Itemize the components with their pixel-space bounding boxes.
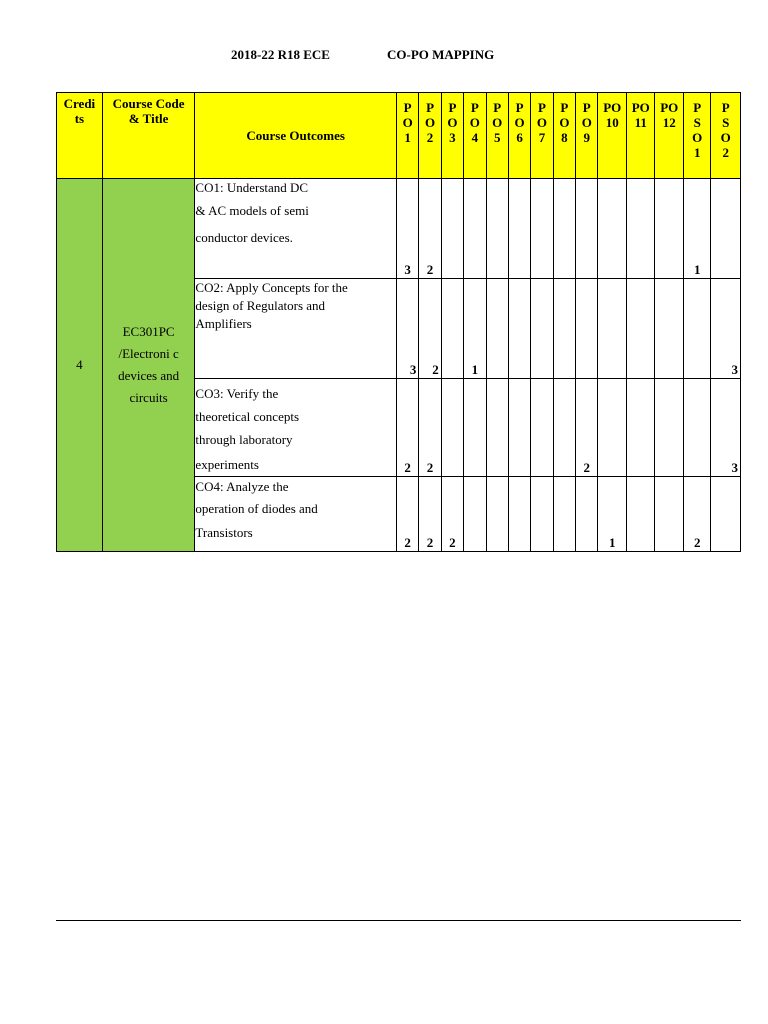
hdr-char: 10 (605, 115, 619, 130)
mapping-value-cell: 2 (419, 379, 441, 477)
hdr-char: P (693, 100, 702, 115)
co-line: Transistors (195, 525, 253, 540)
hdr-char: 1 (693, 145, 701, 160)
co-line: experiments (195, 457, 259, 472)
hdr-char: 6 (516, 130, 523, 145)
hdr-char: 5 (493, 130, 501, 145)
header-code-line: Course Code (112, 96, 185, 111)
hdr-char: O (559, 115, 570, 130)
mapping-value-cell (626, 477, 655, 552)
mapping-value-cell (683, 279, 710, 379)
hdr-char: O (469, 115, 480, 130)
mapping-value-cell (441, 279, 463, 379)
mapping-value-cell (441, 379, 463, 477)
header-po10 (598, 93, 627, 179)
co-po-mapping-table (56, 92, 741, 552)
header-po9 (576, 93, 598, 179)
mapping-value-cell: 2 (419, 179, 441, 279)
mapping-value-cell (598, 279, 627, 379)
header-po1 (396, 93, 418, 179)
hdr-char: PO (631, 100, 650, 115)
hdr-char: 2 (722, 145, 729, 160)
mapping-value-cell (486, 379, 508, 477)
mapping-value-cell (486, 279, 508, 379)
mapping-value-cell (508, 179, 530, 279)
header-po2 (419, 93, 441, 179)
co-line: & AC models of semi (195, 203, 309, 218)
course-outcome-cell (195, 477, 397, 552)
mapping-value-cell (576, 477, 598, 552)
co-line: CO3: Verify the (195, 386, 279, 401)
mapping-value-cell: 2 (419, 477, 441, 552)
hdr-char: O (692, 130, 703, 145)
mapping-value-cell: 2 (419, 279, 441, 379)
hdr-char: 12 (662, 115, 676, 130)
mapping-value-cell (531, 477, 553, 552)
mapping-value-cell: 2 (396, 379, 418, 477)
course-outcome-cell (195, 279, 397, 379)
hdr-char: P (403, 100, 412, 115)
mapping-value-cell (464, 379, 486, 477)
mapping-value-cell (531, 179, 553, 279)
table-row (57, 179, 741, 279)
hdr-char: O (402, 115, 413, 130)
header-credits (57, 93, 103, 179)
mapping-value-cell (655, 279, 684, 379)
co-line: CO2: Apply Concepts for the (195, 280, 348, 295)
course-outcome-cell (195, 379, 397, 477)
header-pso1 (683, 93, 710, 179)
mapping-value-cell (486, 477, 508, 552)
document-title-left: 2018-22 R18 ECE (231, 47, 330, 62)
header-po5 (486, 93, 508, 179)
co-line: conductor devices. (195, 230, 293, 245)
hdr-char: 8 (561, 130, 568, 145)
mapping-value-cell (626, 279, 655, 379)
hdr-char: O (492, 115, 503, 130)
hdr-char: S (722, 115, 730, 130)
mapping-value-cell: 2 (396, 477, 418, 552)
mapping-value-cell (508, 477, 530, 552)
mapping-value-cell: 3 (396, 179, 418, 279)
document-title-right: CO-PO MAPPING (387, 47, 495, 62)
header-po3 (441, 93, 463, 179)
header-course-code (102, 93, 195, 179)
mapping-value-cell (598, 379, 627, 477)
mapping-value-cell: 2 (441, 477, 463, 552)
hdr-char: PO (660, 100, 679, 115)
mapping-value-cell (626, 179, 655, 279)
course-code-cell (102, 179, 195, 552)
mapping-value-cell (553, 279, 575, 379)
hdr-char: 7 (538, 130, 546, 145)
header-po6 (508, 93, 530, 179)
mapping-value-cell: 2 (683, 477, 710, 552)
mapping-value-cell: 3 (711, 279, 741, 379)
mapping-value-cell (486, 179, 508, 279)
header-credits-line: Credi (63, 96, 96, 111)
mapping-value-cell (441, 179, 463, 279)
mapping-value-cell (464, 477, 486, 552)
mapping-value-cell: 3 (396, 279, 418, 379)
mapping-value-cell (553, 477, 575, 552)
mapping-value-cell: 1 (598, 477, 627, 552)
hdr-char: 3 (449, 130, 456, 145)
mapping-value-cell (655, 477, 684, 552)
mapping-value-cell (553, 379, 575, 477)
course-line: circuits (129, 390, 168, 405)
mapping-value-cell (711, 179, 741, 279)
mapping-value-cell (464, 179, 486, 279)
mapping-value-cell (531, 379, 553, 477)
co-line: through laboratory (195, 432, 293, 447)
co-line: CO1: Understand DC (195, 180, 309, 195)
header-code-line: & Title (128, 111, 169, 126)
hdr-char: P (721, 100, 730, 115)
mapping-value-cell (508, 379, 530, 477)
header-po4 (464, 93, 486, 179)
hdr-char: 9 (583, 130, 591, 145)
course-line: devices and (118, 368, 180, 383)
table-header-row (57, 93, 741, 179)
co-line: CO4: Analyze the (195, 479, 289, 494)
hdr-char: P (426, 100, 435, 115)
footer-divider (56, 920, 741, 921)
mapping-value-cell: 3 (711, 379, 741, 477)
mapping-value-cell (576, 179, 598, 279)
header-pso2 (711, 93, 741, 179)
hdr-char: O (581, 115, 592, 130)
hdr-char: 11 (634, 115, 647, 130)
course-line: /Electroni c (118, 346, 179, 361)
hdr-char: P (538, 100, 546, 115)
hdr-char: P (493, 100, 502, 115)
hdr-char: P (582, 100, 591, 115)
hdr-char: P (448, 100, 457, 115)
mapping-value-cell (598, 179, 627, 279)
co-line: theoretical concepts (195, 409, 300, 424)
header-po12 (655, 93, 684, 179)
course-outcome-cell (195, 179, 397, 279)
mapping-value-cell: 1 (683, 179, 710, 279)
hdr-char: O (447, 115, 458, 130)
hdr-char: 1 (404, 130, 411, 145)
hdr-char: 2 (426, 130, 434, 145)
header-po8 (553, 93, 575, 179)
mapping-value-cell (553, 179, 575, 279)
course-line: EC301PC (122, 324, 175, 339)
credits-cell: 4 (57, 179, 103, 552)
hdr-char: O (424, 115, 436, 130)
hdr-char: O (514, 115, 525, 130)
header-credits-line: ts (74, 111, 85, 126)
hdr-char: S (693, 115, 701, 130)
header-po7 (531, 93, 553, 179)
co-line: design of Regulators and (195, 298, 326, 313)
hdr-char: PO (603, 100, 622, 115)
mapping-value-cell (655, 179, 684, 279)
hdr-char: O (536, 115, 548, 130)
mapping-value-cell (576, 279, 598, 379)
hdr-char: P (470, 100, 479, 115)
mapping-value-cell (683, 379, 710, 477)
hdr-char: P (515, 100, 524, 115)
header-po11 (626, 93, 655, 179)
header-course-outcomes: Course Outcomes (195, 93, 397, 179)
mapping-value-cell (508, 279, 530, 379)
mapping-value-cell: 1 (464, 279, 486, 379)
mapping-value-cell: 2 (576, 379, 598, 477)
co-line: Amplifiers (195, 316, 252, 331)
co-line: operation of diodes and (195, 501, 318, 516)
mapping-value-cell (711, 477, 741, 552)
mapping-value-cell (655, 379, 684, 477)
hdr-char: O (720, 130, 731, 145)
mapping-value-cell (626, 379, 655, 477)
hdr-char: 4 (471, 130, 479, 145)
mapping-value-cell (531, 279, 553, 379)
hdr-char: P (560, 100, 569, 115)
